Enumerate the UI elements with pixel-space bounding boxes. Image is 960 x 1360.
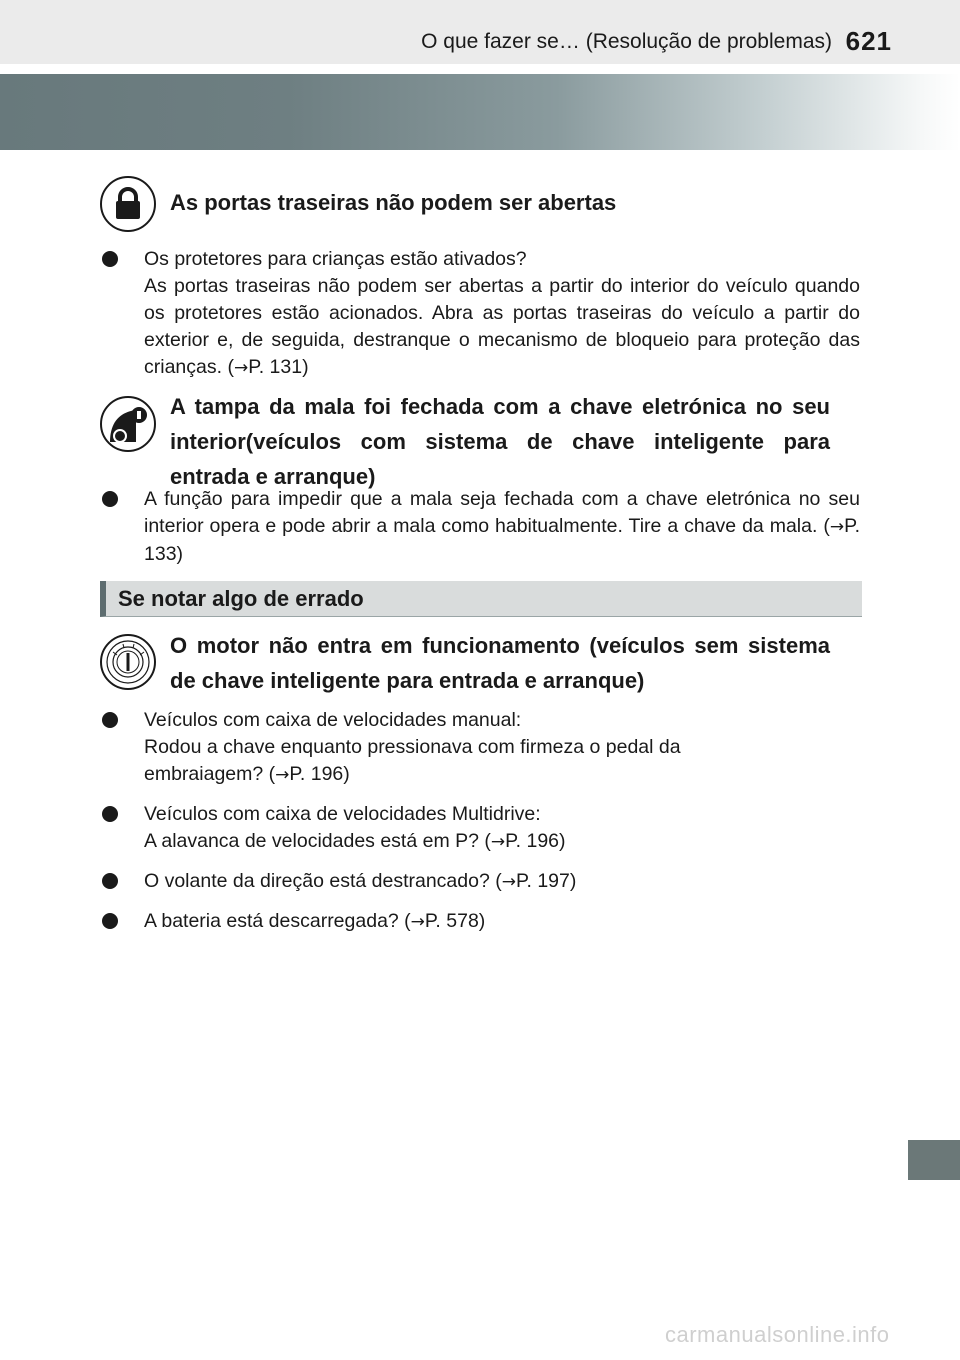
bullet-dot bbox=[102, 491, 118, 507]
page-reference-link[interactable]: P. 196) bbox=[505, 830, 566, 852]
page-number: 621 bbox=[845, 26, 892, 56]
arrow-right-icon: → bbox=[829, 517, 845, 537]
topic-engine-wont-start bbox=[100, 633, 830, 693]
arrow-right-icon: → bbox=[275, 765, 290, 785]
list-item bbox=[100, 246, 860, 382]
topic-trunk-key bbox=[100, 394, 830, 489]
bullet-question: A bateria está descarregada? (→P. 578) bbox=[144, 910, 486, 932]
bullet-condition: Veículos com caixa de velocidades Multidrive: bbox=[144, 803, 541, 825]
bullet-question: Rodou a chave enquanto pressionava com firmeza o pedal da embraiagem? (→P. 196) bbox=[144, 736, 681, 785]
bullet-dot bbox=[102, 712, 118, 728]
bullet-condition: Veículos com caixa de velocidades manual: bbox=[144, 709, 522, 731]
arrow-right-icon: → bbox=[233, 358, 249, 378]
bullet-answer: As portas traseiras não podem ser abertas a partir do interior do veículo quando os protetores estão acionados. Abra as portas traseiras do veículo a partir do exterior e, de seguida, destranque o mecanismo de bloqueio para proteção das crianças. (→P. 131) bbox=[144, 275, 860, 378]
chapter-side-tab bbox=[908, 1140, 960, 1180]
bullet-question: A alavanca de velocidades está em P? (→P. 196) bbox=[144, 830, 566, 852]
topic-trunk-key-bullets bbox=[100, 486, 860, 568]
watermark: carmanualsonline.info bbox=[665, 1322, 890, 1347]
list-item bbox=[100, 908, 860, 936]
topic-title: A tampa da mala foi fechada com a chave eletrónica no seu interior(veículos com sistema de chave inteligente para entrada e arranque) bbox=[170, 394, 830, 489]
page-reference-link[interactable]: P. 578) bbox=[424, 910, 486, 932]
page-reference-link[interactable]: P. 197) bbox=[515, 870, 577, 892]
ignition-switch-icon bbox=[100, 634, 156, 690]
list-item bbox=[100, 801, 860, 856]
arrow-right-icon: → bbox=[501, 872, 516, 892]
bullet-dot bbox=[102, 251, 118, 267]
arrow-right-icon: → bbox=[490, 832, 506, 852]
section-heading: Se notar algo de errado bbox=[118, 586, 364, 611]
section-heading-bar bbox=[100, 581, 862, 617]
bullet-question: O volante da direção está destrancado? (→P. 197) bbox=[144, 870, 577, 892]
bullet-dot bbox=[102, 806, 118, 822]
topic-engine-bullets bbox=[100, 707, 860, 936]
arrow-right-icon: → bbox=[410, 912, 425, 932]
page-header-title: O que fazer se… (Resolução de problemas) bbox=[421, 30, 832, 53]
bullet-text: A função para impedir que a mala seja fechada com a chave eletrónica no seu interior opera e pode abrir a mala como habitualmente. Tire a chave da mala. (→P. 133) bbox=[144, 488, 860, 565]
topic-rear-doors-bullets bbox=[100, 246, 860, 382]
bullet-dot bbox=[102, 873, 118, 889]
topic-title: As portas traseiras não podem ser abertas bbox=[170, 190, 617, 215]
list-item bbox=[100, 707, 860, 789]
page-reference-link[interactable]: P. 133) bbox=[144, 515, 860, 565]
chapter-banner bbox=[0, 74, 960, 150]
key-in-trunk-icon bbox=[100, 396, 156, 452]
bullet-dot bbox=[102, 913, 118, 929]
topic-title: O motor não entra em funcionamento (veículos sem sistema de chave inteligente para entrada e arranque) bbox=[170, 633, 830, 693]
list-item bbox=[100, 868, 860, 896]
topic-rear-doors bbox=[100, 176, 617, 232]
page-reference-link[interactable]: P. 196) bbox=[289, 763, 350, 785]
padlock-icon bbox=[100, 176, 156, 232]
page-reference-link[interactable]: P. 131) bbox=[248, 356, 309, 378]
bullet-question: Os protetores para crianças estão ativados? bbox=[144, 248, 527, 270]
list-item bbox=[100, 486, 860, 568]
